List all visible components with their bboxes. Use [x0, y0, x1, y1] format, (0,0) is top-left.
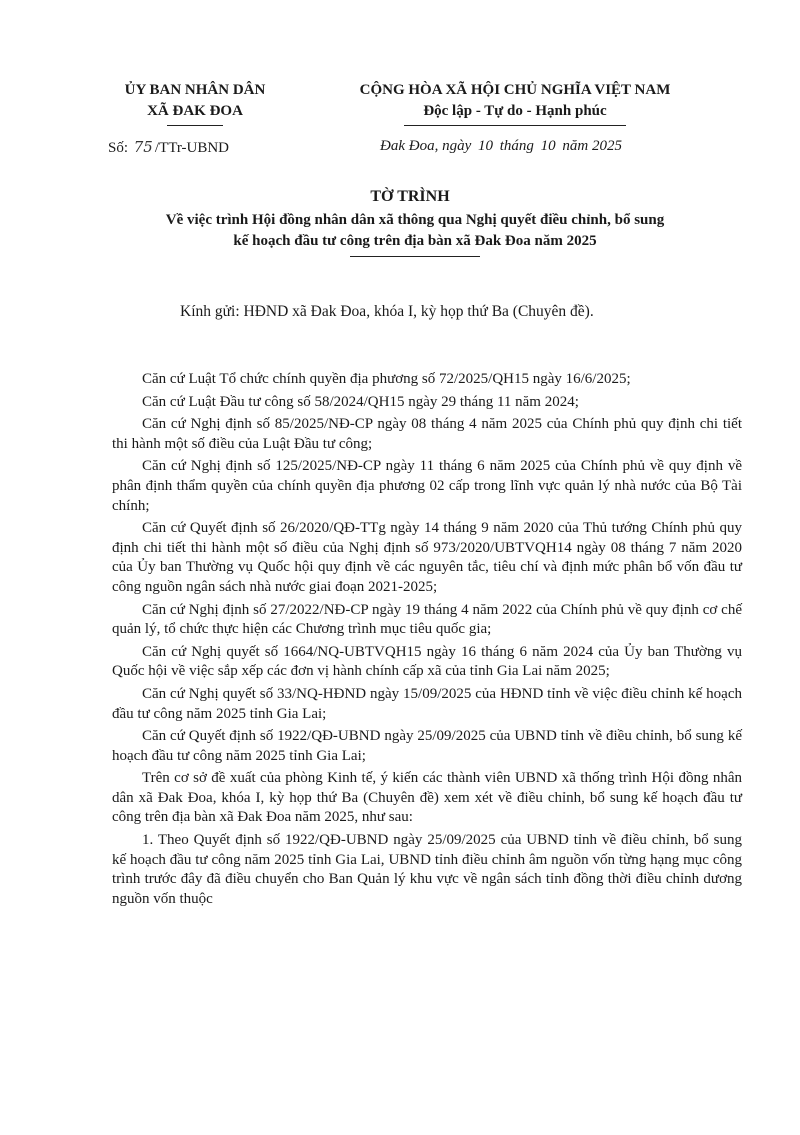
document-title: TỜ TRÌNH — [370, 188, 450, 205]
document-body — [112, 370, 742, 910]
place-date — [380, 138, 622, 155]
paragraph: Căn cứ Luật Tổ chức chính quyền địa phương số 72/2025/QH15 ngày 16/6/2025; — [142, 371, 631, 387]
paragraph: Căn cứ Luật Đầu tư công số 58/2024/QH15 ngày 29 tháng 11 năm 2024; — [142, 393, 579, 410]
paragraph: Căn cứ Nghị định số 85/2025/NĐ-CP ngày 08 tháng 4 năm 2025 của Chính phủ quy định chi tiết thi hành một số điều của Luật Đầu tư công; — [112, 416, 742, 452]
month-label: tháng — [499, 138, 534, 154]
paragraph: 1. Theo Quyết định số 1922/QĐ-UBND ngày 25/09/2025 của UBND tỉnh về điều chỉnh, bổ sung kế hoạch đầu tư công năm 2025 tỉnh Gia Lai, UBND tỉnh điều chỉnh âm nguồn vốn từng hạng mục công trình trước đây đã điều chuyển cho Ban Quản lý khu vực về ngân sách tỉnh đồng thời điều chỉnh dương nguồn vốn thuộc — [112, 832, 742, 907]
org-line1: ỦY BAN NHÂN DÂN — [124, 82, 266, 98]
national-header — [320, 80, 710, 126]
paragraph: Căn cứ Nghị quyết số 1664/NQ-UBTVQH15 ngày 16 tháng 6 năm 2024 của Ủy ban Thường vụ Quốc hội về việc sắp xếp các đơn vị hành chính cấp xã của tỉnh Gia Lai năm 2025; — [112, 643, 742, 680]
subject-line1: Về việc trình Hội đồng nhân dân xã thông qua Nghị quyết điều chỉnh, bổ sung — [165, 212, 665, 228]
date-month: 10 — [540, 138, 556, 154]
paragraph: Căn cứ Nghị định số 125/2025/NĐ-CP ngày 11 tháng 6 năm 2025 của Chính phủ về quy định về phân định thẩm quyền của chính quyền địa phương 02 cấp trong lĩnh vực quản lý nhà nước của Bộ Tài chính; — [112, 458, 742, 514]
national-motto: Độc lập - Tự do - Hạnh phúc — [423, 103, 607, 119]
document-subject — [105, 210, 725, 257]
place-label: Đak Đoa, ngày — [380, 138, 472, 154]
document-number — [108, 138, 229, 157]
doc-number-suffix: /TTr-UBND — [154, 140, 230, 156]
paragraph: Trên cơ sở đề xuất của phòng Kinh tế, ý kiến các thành viên UBND xã thống trình Hội đồng nhân dân xã Đak Đoa, khóa I, kỳ họp thứ Ba (Chuyên đề) xem xét về điều chỉnh, bổ sung kế hoạch đầu tư công trên địa bàn xã Đak Đoa năm 2025, như sau: — [112, 770, 742, 826]
org-underline — [167, 125, 223, 126]
motto-underline — [404, 125, 626, 126]
subject-line2: kế hoạch đầu tư công trên địa bàn xã Đak Đoa năm 2025 — [233, 233, 597, 249]
recipient-line: Kính gửi: HĐND xã Đak Đoa, khóa I, kỳ họp thứ Ba (Chuyên đề). — [180, 303, 594, 320]
date-day: 10 — [477, 138, 493, 154]
issuing-authority — [100, 80, 290, 126]
doc-number-value: 75 — [133, 138, 153, 156]
subject-underline — [350, 256, 480, 257]
paragraph: Căn cứ Quyết định số 26/2020/QĐ-TTg ngày 14 tháng 9 năm 2020 của Thủ tướng Chính phủ quy định chi tiết thi hành một số điều của Nghị định số 973/2020/UBTVQH14 ngày 08 tháng 7 năm 2020 của Ủy ban Thường vụ Quốc hội quy định về các nguyên tắc, tiêu chí và định mức phân bổ vốn đầu tư công nguồn ngân sách nhà nước giai đoạn 2021-2025; — [112, 520, 742, 595]
paragraph: Căn cứ Quyết định số 1922/QĐ-UBND ngày 25/09/2025 của UBND tỉnh về điều chỉnh, bổ sung kế hoạch đầu tư công năm 2025 tỉnh Gia Lai; — [112, 728, 742, 764]
paragraph: Căn cứ Nghị quyết số 33/NQ-HĐND ngày 15/09/2025 của HĐND tỉnh về việc điều chỉnh kế hoạch đầu tư công năm 2025 tỉnh Gia Lai; — [112, 685, 742, 722]
country-name: CỘNG HÒA XÃ HỘI CHỦ NGHĨA VIỆT NAM — [359, 82, 671, 98]
paragraph: Căn cứ Nghị định số 27/2022/NĐ-CP ngày 19 tháng 4 năm 2022 của Chính phủ về quy định cơ chế quản lý, tổ chức thực hiện các Chương trình mục tiêu quốc gia; — [112, 601, 742, 638]
doc-number-prefix: Số: — [108, 140, 129, 156]
year-label: năm 2025 — [562, 138, 622, 154]
org-line2: XÃ ĐAK ĐOA — [147, 103, 243, 119]
